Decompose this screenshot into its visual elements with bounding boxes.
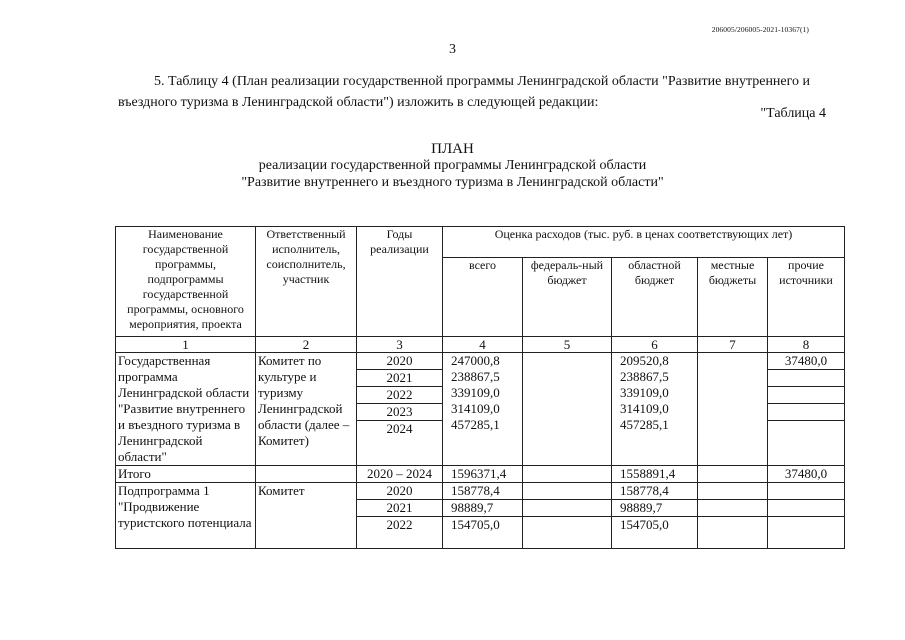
plan-subtitle-line1: реализации государственной программы Ленинградской области bbox=[258, 158, 647, 173]
document-code: 206005/206005-2021-10367(1) bbox=[711, 25, 809, 34]
column-number: 1 bbox=[116, 337, 256, 353]
itogo-other: 37480,0 bbox=[768, 466, 845, 483]
subprogram-year: 2022 bbox=[357, 516, 442, 548]
itogo-federal bbox=[523, 466, 612, 483]
program-year: 2021 bbox=[357, 369, 442, 386]
program-total: 314109,0 bbox=[451, 401, 500, 416]
paragraph-text: Таблицу 4 (План реализации государственной программы Ленинградской области "Развитие внутреннего и въездного туризма в Ленинградской области") изложить в следующей редакции: bbox=[118, 74, 811, 110]
header-federal: федераль-ный бюджет bbox=[523, 258, 612, 337]
itogo-total: 1596371,4 bbox=[443, 466, 523, 483]
program-regional: 209520,8 bbox=[620, 353, 669, 368]
program-other: 37480,0 bbox=[784, 353, 828, 368]
program-total: 457285,1 bbox=[451, 417, 500, 432]
header-years: Годы реализации bbox=[357, 227, 443, 337]
header-name: Наименование государственной программы, подпрограммы государственной программы, основного мероприятия, проекта bbox=[116, 227, 256, 337]
column-number: 7 bbox=[698, 337, 768, 353]
plan-subtitle-line2: "Развитие внутреннего и въездного туризма в Ленинградской области" bbox=[241, 175, 664, 190]
program-regional: 339109,0 bbox=[620, 385, 669, 400]
itogo-local bbox=[698, 466, 768, 483]
subprogram-regional: 98889,7 bbox=[612, 499, 697, 516]
column-number: 4 bbox=[443, 337, 523, 353]
program-total: 238867,5 bbox=[451, 369, 500, 384]
itogo-label: Итого bbox=[116, 466, 256, 483]
itogo-regional: 1558891,4 bbox=[612, 466, 698, 483]
subprogram-year: 2021 bbox=[357, 499, 442, 516]
subprogram-total: 154705,0 bbox=[443, 516, 522, 548]
program-total: 339109,0 bbox=[451, 385, 500, 400]
subprogram-regional: 154705,0 bbox=[612, 516, 697, 548]
header-executor: Ответственный исполнитель, соисполнитель, участник bbox=[256, 227, 357, 337]
subprogram-row bbox=[116, 483, 845, 549]
header-regional: областной бюджет bbox=[612, 258, 698, 337]
program-regional: 314109,0 bbox=[620, 401, 669, 416]
paragraph-number: 5. bbox=[154, 74, 165, 89]
header-other: прочие источники bbox=[768, 258, 845, 337]
subprogram-total: 98889,7 bbox=[443, 499, 522, 516]
program-year: 2023 bbox=[357, 403, 442, 420]
plan-table bbox=[115, 226, 845, 549]
page-number: 3 bbox=[449, 42, 456, 57]
itogo-row bbox=[116, 466, 845, 483]
column-number: 3 bbox=[357, 337, 443, 353]
program-local bbox=[698, 353, 768, 466]
subprogram-year: 2020 bbox=[386, 483, 413, 498]
header-local: местные бюджеты bbox=[698, 258, 768, 337]
column-number: 2 bbox=[256, 337, 357, 353]
itogo-years: 2020 – 2024 bbox=[357, 466, 443, 483]
program-regional: 457285,1 bbox=[620, 417, 669, 432]
amendment-paragraph bbox=[118, 71, 840, 113]
program-federal bbox=[523, 353, 612, 466]
program-executor: Комитет по культуре и туризму Ленинградской области (далее – Комитет) bbox=[256, 353, 357, 466]
subprogram-regional: 158778,4 bbox=[620, 483, 669, 498]
header-total: всего bbox=[443, 258, 523, 337]
column-number-row bbox=[116, 337, 845, 353]
subprogram-total: 158778,4 bbox=[451, 483, 500, 498]
program-total: 247000,8 bbox=[451, 353, 500, 368]
program-row bbox=[116, 353, 845, 466]
column-number: 6 bbox=[612, 337, 698, 353]
table-reference: "Таблица 4 bbox=[760, 106, 826, 121]
program-name: Государственная программа Ленинградской области "Развитие внутреннего и въездного туризма в Ленинградской области" bbox=[116, 353, 256, 466]
plan-title: ПЛАН bbox=[431, 141, 474, 157]
program-regional: 238867,5 bbox=[620, 369, 669, 384]
header-estimate: Оценка расходов (тыс. руб. в ценах соответствующих лет) bbox=[443, 227, 845, 258]
subprogram-executor: Комитет bbox=[256, 483, 357, 549]
subprogram-name: Подпрограмма 1 "Продвижение туристского потенциала bbox=[116, 483, 256, 549]
program-year: 2020 bbox=[386, 353, 413, 368]
column-number: 8 bbox=[768, 337, 845, 353]
column-number: 5 bbox=[523, 337, 612, 353]
program-year: 2022 bbox=[357, 386, 442, 403]
program-year: 2024 bbox=[357, 420, 442, 437]
